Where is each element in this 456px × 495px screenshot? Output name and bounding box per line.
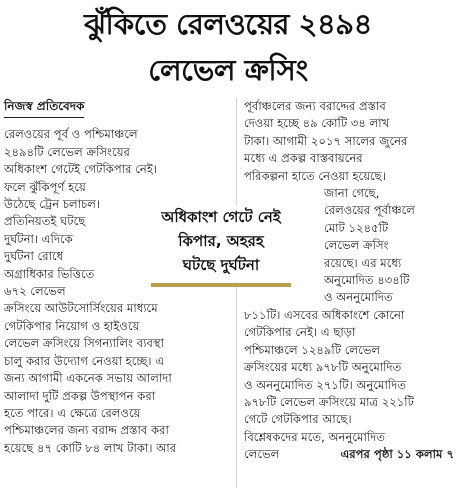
text-line: বিশ্লেষকদের মতে, অননুমোদিত <box>244 429 385 444</box>
pull-quote-line-3: ঘটছে দুর্ঘটনা <box>182 256 260 274</box>
text-line: উঠেছে ট্রেন চলাচল। <box>4 197 101 212</box>
text-line: গেটকিপার নেই। এ ছাড়া <box>244 325 356 340</box>
text-line: পশ্চিমাঞ্চলের জন্য বরাদ্দ প্রস্তাব করা <box>4 423 169 438</box>
headline-line-2: লেভেল ক্রসিং <box>148 53 308 87</box>
text-line: গেটকিপার নিয়োগ ও হাইওয়ে <box>4 318 140 333</box>
text-line: অনুমোদিত ৪৩৪টি <box>324 273 410 288</box>
text-line: রয়েছে। এর মধ্যে <box>324 255 402 270</box>
text-line: চালু করার উদ্যোগ নেওয়া হচ্ছে। এ <box>4 353 165 368</box>
text-line: প্রতিনিয়তই ঘটছে <box>4 214 86 229</box>
text-line: জন্য আগামী একনেক সভায় আলাদা <box>4 371 172 386</box>
text-line: রেলওয়ের পূর্ব ও পশ্চিমাঞ্চলে <box>4 127 138 142</box>
text-line: ৬৭২ লেভেল <box>4 284 66 299</box>
pull-quote-line-1: অধিকাংশ গেটে নেই <box>161 208 281 226</box>
text-line: দুর্ঘটনা। এদিকে <box>4 231 73 246</box>
text-line: পরিকল্পনা হাতে নেওয়া হয়েছে। <box>244 168 386 183</box>
byline: নিজস্ব প্রতিবেদক <box>4 98 84 118</box>
headline-line-1: ঝুঁকিতে রেলওয়ের ২৪৯৪ <box>84 7 372 41</box>
text-line: ও অননুমোদিত <box>324 290 393 305</box>
text-line: মোট ১২৪৫টি <box>324 220 389 235</box>
column-divider <box>236 98 237 488</box>
text-line: দুর্ঘটনা রোধে <box>4 249 64 264</box>
text-line: লেভেল ক্রসিং <box>324 238 389 253</box>
text-line: অগ্রাধিকার ভিত্তিতে <box>4 266 95 281</box>
text-line: গেটে গেটকিপার আছে। <box>244 412 352 427</box>
text-line: আলাদা দুটি প্রকল্প উপস্থাপন করা <box>4 388 156 403</box>
text-line: দেওয়া হচ্ছে ৪৯ কোটি ৩৪ লাখ <box>244 116 390 131</box>
text-line: টাকা। আগামী ২০১৭ সালের জুনের <box>244 133 408 148</box>
text-line: ৯৭৮টি লেভেল ক্রসিংয়ে মাত্র ২২১টি <box>244 394 414 409</box>
pull-quote <box>146 205 296 287</box>
text-line: লেভেল ক্রসিংয়ে সিগন্যালিং ব্যবস্থা <box>4 336 164 351</box>
text-line: ক্রসিংয়ে আউটসোর্সিংয়ের মাধ্যমে <box>4 301 158 316</box>
pull-quote-rule <box>151 283 291 287</box>
text-line: ফলে ঝুঁকিপূর্ণ হয়ে <box>4 179 86 194</box>
continuation-note: এরপর পৃষ্ঠা ১১ কলাম ৭ <box>340 447 454 462</box>
text-line: পূর্বাঞ্চলের জন্য বরাদ্দের প্রস্তাব <box>244 99 386 113</box>
text-line: ক্রসিংয়ের মধ্যে ৯৭৮টি অনুমোদিত <box>244 360 402 375</box>
text-line: ও অননুমোদিত ২৭১টি। অনুমোদিত <box>244 377 406 392</box>
text-line: অধিকাংশ গেটেই গেটকিপার নেই। <box>4 162 158 177</box>
text-line: ২৪৯৪টি লেভেল ক্রসিংয়ের <box>4 144 130 159</box>
text-line: লেভেল <box>244 447 280 462</box>
text-line: পশ্চিমাঞ্চলে ১২৪৯টি লেভেল <box>244 342 381 357</box>
text-line: হতে পারে। এ ক্ষেত্রে রেলওয়ে <box>4 405 141 420</box>
text-line: রেলওয়ের পূর্বাঞ্চলে <box>324 203 415 218</box>
text-line: জানা গেছে, <box>324 186 380 201</box>
left-column-text <box>4 126 224 457</box>
text-line: ৮১১টি। এসবের অধিকাংশে কোনো <box>244 307 405 322</box>
pull-quote-line-2: কিপার, অহরহ <box>178 232 264 250</box>
text-line: হয়েছে ৪৭ কোটি ৮৪ লাখ টাকা। আর <box>4 440 177 455</box>
text-line: মধ্যে এ প্রকল্প বাস্তবায়নের <box>244 151 363 166</box>
